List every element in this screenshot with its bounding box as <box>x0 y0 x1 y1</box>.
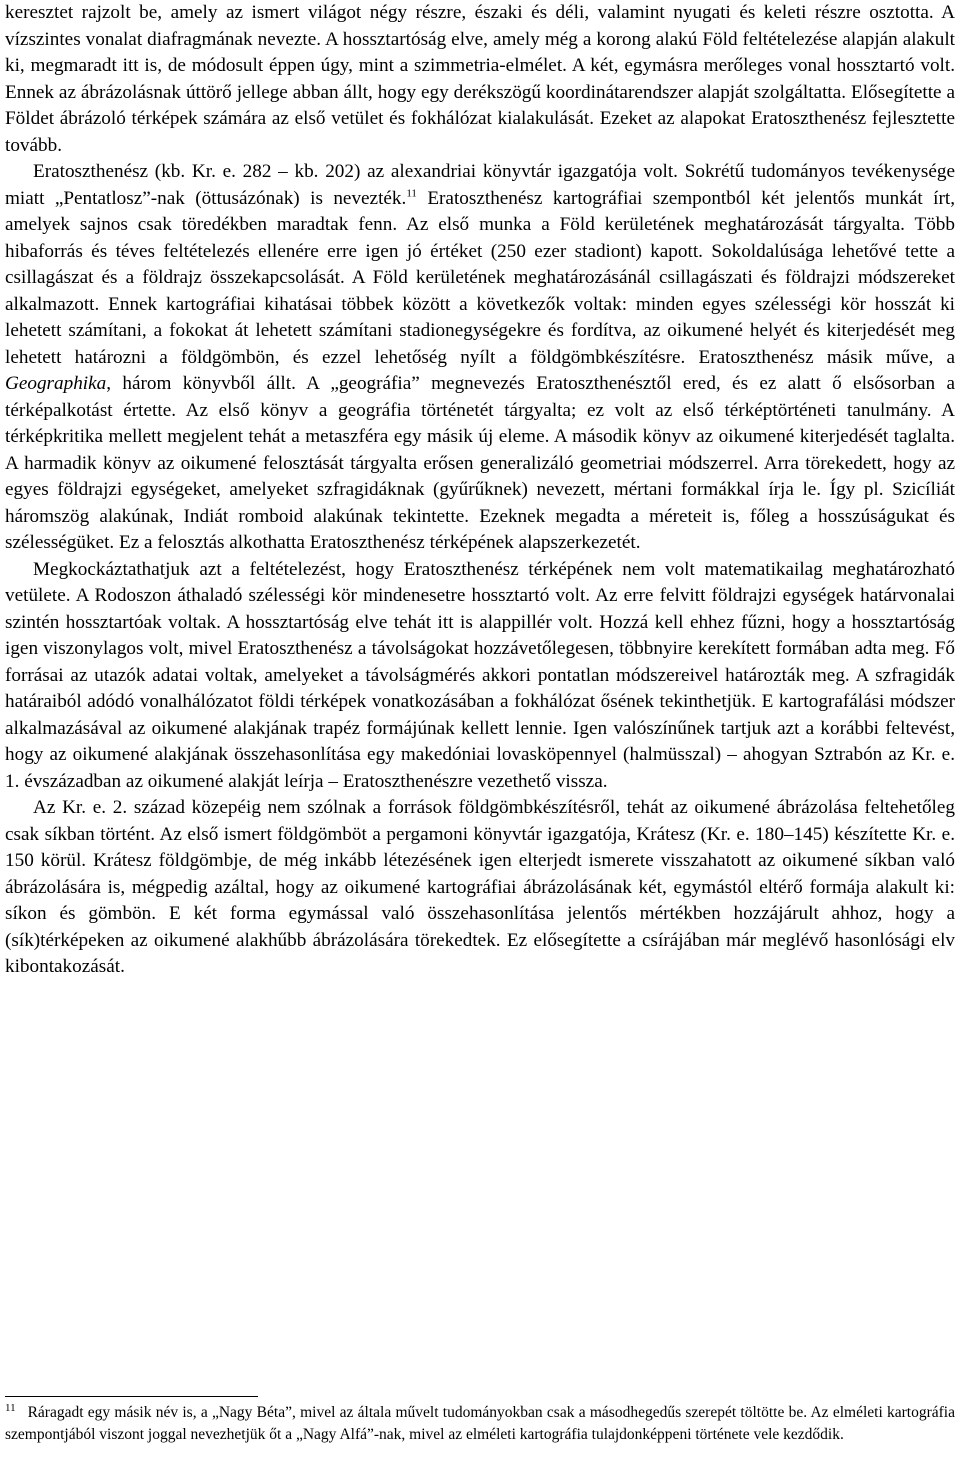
paragraph-3 <box>5 557 955 796</box>
paragraph-3-text: Megkockáztathatjuk azt a feltételezést, hogy Eratoszthenész térképének nem volt matematikailag meghatározható vetülete. A Rodoszon áthaladó szélességi kör mindenesetre hossztartó volt. Az erre felvitt földrajzi egységek határvonalai szintén hossztartóak voltak. A hossztartóság elve tehát itt is alappillér volt. Hozzá kell ehhez fűzni, hogy a hossztartóság igen viszonylagos volt, mivel Eratoszthenész a távolságokat hozzávetőlegesen, többnyire kerekített formában adta meg. Fő forrásai az utazók adatai voltak, amelyeket a távolságmérés akkori pontatlan módszereivel határozták meg. A szfragidák határaiból adódó vonalhálózatot földi térképek vonatkozásában a fokhálózat ősének tekinthetjük. E kartografálási módszer alkalmazásával az oikumené alakjának trapéz formájúnak kellett lennie. Igen valószínűnek tartjuk azt a korábbi feltevést, hogy az oikumené alakjának összehasonlítása egy makedóniai lovasköpennyel (halmüsszal) – ahogyan Sztrabón az Kr. e. 1. évszázadban az oikumené alakját leírja – Eratoszthenészre vezethető vissza. <box>5 558 955 792</box>
work-title-geographika: Geographika <box>5 373 107 394</box>
paragraph-1-text: keresztet rajzolt be, amely az ismert világot négy részre, északi és déli, valamint nyugati és keleti részre osztotta. A vízszintes vonalat diafragmának nevezte. A hossztartóság elve, amely még a korong alakú Föld feltételezése alapján alakult ki, megmaradt itt is, de módosult éppen úgy, mint a szimmetria-elmélet. A két, egymásra merőleges vonal hossztartó volt. Ennek az ábrázolásnak úttörő jellege abban állt, hogy egy derékszögű koordinátarendszer alapját szolgáltatta. Elősegítette a Földet ábrázoló térképek számára az első vetület és fokhálózat kialakulását. Ezeket az alapokat Eratoszthenész fejlesztette tovább. <box>5 2 955 156</box>
paragraph-2-text-b: Eratoszthenész kartográfiai szempontból két jelentős munkát írt, amelyek sajnos csak töredékben maradtak fenn. Az első munka a Föld kerületének meghatározását tárgyalta. Több hibaforrás és téves feltételezés ellenére erre igen jó értéket (250 ezer stadiont) kapott. Sokoldalúsága lehetővé tette a csillagászat és a földrajz összekapcsolását. A Föld kerületének meghatározásánál csillagászati és földrajzi módszereket alkalmazott. Ennek kartográfiai kihatásai többek között a következők voltak: minden egyes szélességi kör hosszát ki lehetett számítani, a fokokat át lehetett számítani stadionegységekre és fordítva, az oikumené helyét és kiterjedését meg lehetett határozni a földgömbön, és ezzel lehetőség nyílt a földgömbkészítésre. Eratoszthenész másik műve, a <box>5 187 955 368</box>
footnote-separator <box>5 1396 258 1397</box>
paragraph-2-text-a: Eratoszthenész (kb. Kr. e. 282 – kb. 202) az alexandriai könyvtár igazgatója volt. Sokrétű tudományos tevékenysége miatt „Pentatlosz”-nak (öttusázónak) is nevezték. <box>5 161 955 209</box>
footnote-text: Ráragadt egy másik név is, a „Nagy Béta”, mivel az általa művelt tudományokban csak a másodhegedűs szerepét töltötte be. Az elméleti kartográfia szempontjából viszont joggal nevezhetjük őt a „Nagy Alfá”-nak, mivel az elméleti kartográfia tulajdonképpeni története vele kezdődik. <box>5 1404 955 1443</box>
paragraph-4 <box>5 795 955 981</box>
paragraph-2-text-c: , három könyvből állt. A „geográfia” megnevezés Eratoszthenésztől ered, és ez alatt ő elsősorban a térképalkotást értette. Az első könyv a geográfia történetét tárgyalta; ez volt az első térképtörténeti tanulmány. A térképkritika mellett megjelent tehát a metaszféra egy másik új eleme. A második könyv az oikumené kiterjedését taglalta. A harmadik könyv az oikumené felosztását tárgyalta erősen generalizáló geometriai módszerrel. Arra törekedett, hogy az egyes földrajzi egységeket, amelyeket szfragidáknak (gyűrűknek) nevezett, mértani formákkal írja le. Így pl. Szicíliát háromszög alakúnak, Indiát romboid alakúnak tekintette. Ezeknek megadta a méreteit is, főleg a hosszúságukat és szélességüket. Ez a felosztás alkothatta Eratoszthenész térképének alapszerkezetét. <box>5 373 955 553</box>
footnote-reference[interactable]: 11 <box>406 187 417 200</box>
paragraph-2 <box>5 159 955 557</box>
footnote-11 <box>5 1402 955 1446</box>
paragraph-1 <box>5 0 955 159</box>
paragraph-4-text: Az Kr. e. 2. század közepéig nem szólnak a források földgömbkészítésről, tehát az oikumené ábrázolása feltehetőleg csak síkban történt. Az első ismert földgömböt a pergamoni könyvtár igazgatója, Krátesz (Kr. e. 180–145) készítette Kr. e. 150 körül. Krátesz földgömbje, de még inkább létezésének igen elterjedt ismerete visszahatott az oikumené síkban való ábrázolására is, mégpedig azáltal, hogy az oikumené kartográfiai ábrázolásának két, egymástól eltérő formája alakult ki: síkon és gömbön. E két forma egymással való összehasonlítása jelentős mértékben hozzájárult ahhoz, hogy a (sík)térképeken az oikumené alakhűbb ábrázolására törekedtek. Ez elősegítette a csírájában már meglévő hasonlósági elv kibontakozását. <box>5 797 955 977</box>
footnote-number: 11 <box>5 1401 16 1414</box>
